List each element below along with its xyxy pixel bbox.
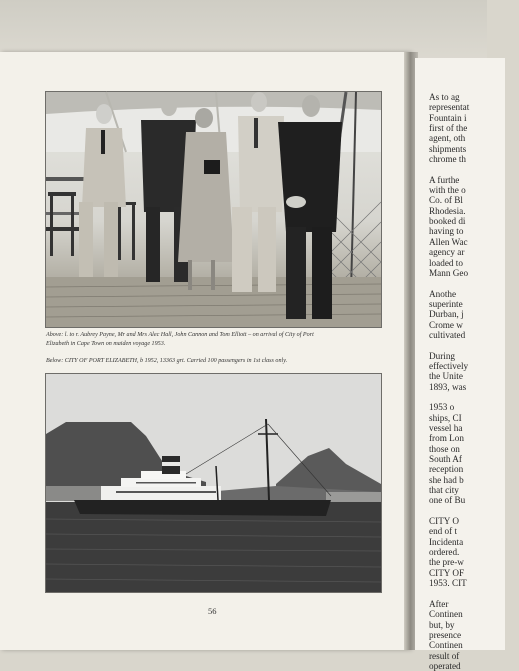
right-page-line: ordered. xyxy=(429,547,460,558)
right-page-line: chrome th xyxy=(429,154,466,165)
bottom-photo-caption: Below: CITY OF PORT ELIZABETH, b 1952, 13363 grt. Carried 100 passengers in 1st class only. xyxy=(46,358,288,364)
right-page-line: having to xyxy=(429,226,464,237)
right-page-line: 1893, was xyxy=(429,381,467,392)
right-page-line: but, by xyxy=(429,619,455,630)
right-page-line xyxy=(429,392,519,402)
right-page-line: Fountain i xyxy=(429,112,467,123)
right-page-line: A furthe xyxy=(429,174,460,185)
right-page-line: Rhodesia. xyxy=(429,205,466,216)
right-page-line: one of Bu xyxy=(429,495,466,506)
top-photo-caption xyxy=(46,331,382,348)
right-page-line: cultivated xyxy=(429,329,466,340)
right-page-line: agency ar xyxy=(429,247,465,258)
right-page-line: CITY OF xyxy=(429,567,465,578)
right-page-line: Continen xyxy=(429,640,463,651)
right-page-line: presence xyxy=(429,629,462,640)
right-page-line: first of the xyxy=(429,123,468,134)
right-page-line: the pre-w xyxy=(429,557,464,568)
right-page-line: CITY O xyxy=(429,516,460,527)
right-page-line: result of xyxy=(429,650,460,661)
right-page-line: loaded to xyxy=(429,257,463,268)
right-page-line: Durban, j xyxy=(429,309,464,320)
right-page-line: Allen Wac xyxy=(429,236,468,247)
right-page-line: 1953. CIT xyxy=(429,578,467,589)
book-page-right xyxy=(415,58,505,671)
right-page-line: representat xyxy=(429,102,470,113)
ship-photo xyxy=(45,373,382,593)
right-page-text xyxy=(429,92,519,671)
right-page-line: During xyxy=(429,350,456,361)
right-page-line: As to ag xyxy=(429,92,460,102)
group-photo xyxy=(45,91,382,328)
right-page-line: end of t xyxy=(429,526,458,537)
right-page-line: the Unite xyxy=(429,371,463,382)
right-page-line xyxy=(429,278,519,288)
right-page-line: Incidenta xyxy=(429,536,464,547)
right-page-line: Anothe xyxy=(429,288,457,299)
right-page-line: South Af xyxy=(429,454,462,465)
right-page-line xyxy=(429,164,519,174)
right-page-line: ships, CI xyxy=(429,412,462,423)
right-page-line: Continen xyxy=(429,609,463,620)
right-page-line: superinte xyxy=(429,298,463,309)
right-page-line: vessel ha xyxy=(429,423,463,433)
right-page-line: with the o xyxy=(429,185,466,196)
right-page-line: shipments xyxy=(429,143,467,154)
right-page-line: effectively xyxy=(429,360,469,371)
right-page-line: Co. of Bl xyxy=(429,195,463,206)
right-page-line: 1953 o xyxy=(429,402,455,413)
right-page-line: she had b xyxy=(429,474,464,485)
right-page-line: that city xyxy=(429,485,459,496)
right-page-line xyxy=(429,506,519,516)
right-page-line: Mann Geo xyxy=(429,267,469,278)
right-page-line: agent, oth xyxy=(429,133,466,144)
right-page-line: booked di xyxy=(429,216,466,227)
right-page-line: After xyxy=(429,598,449,609)
right-page-line: those on xyxy=(429,443,460,454)
right-page-line: Crome w xyxy=(429,319,463,330)
top-caption-line1: Above: l. to r. Aubrey Payne, Mr and Mrs Alec Hall, John Cannon and Tom Elliott – on arrival of City of Port xyxy=(46,332,314,338)
right-page-line xyxy=(429,340,519,350)
right-page-line: from Lon xyxy=(429,433,464,444)
right-page-line: operated xyxy=(429,660,461,671)
right-page-line xyxy=(429,589,519,599)
top-caption-line2: Elizabeth in Cape Town on maiden voyage 1953. xyxy=(46,340,166,347)
page-number: 56 xyxy=(208,606,217,616)
right-page-line: reception xyxy=(429,464,464,475)
